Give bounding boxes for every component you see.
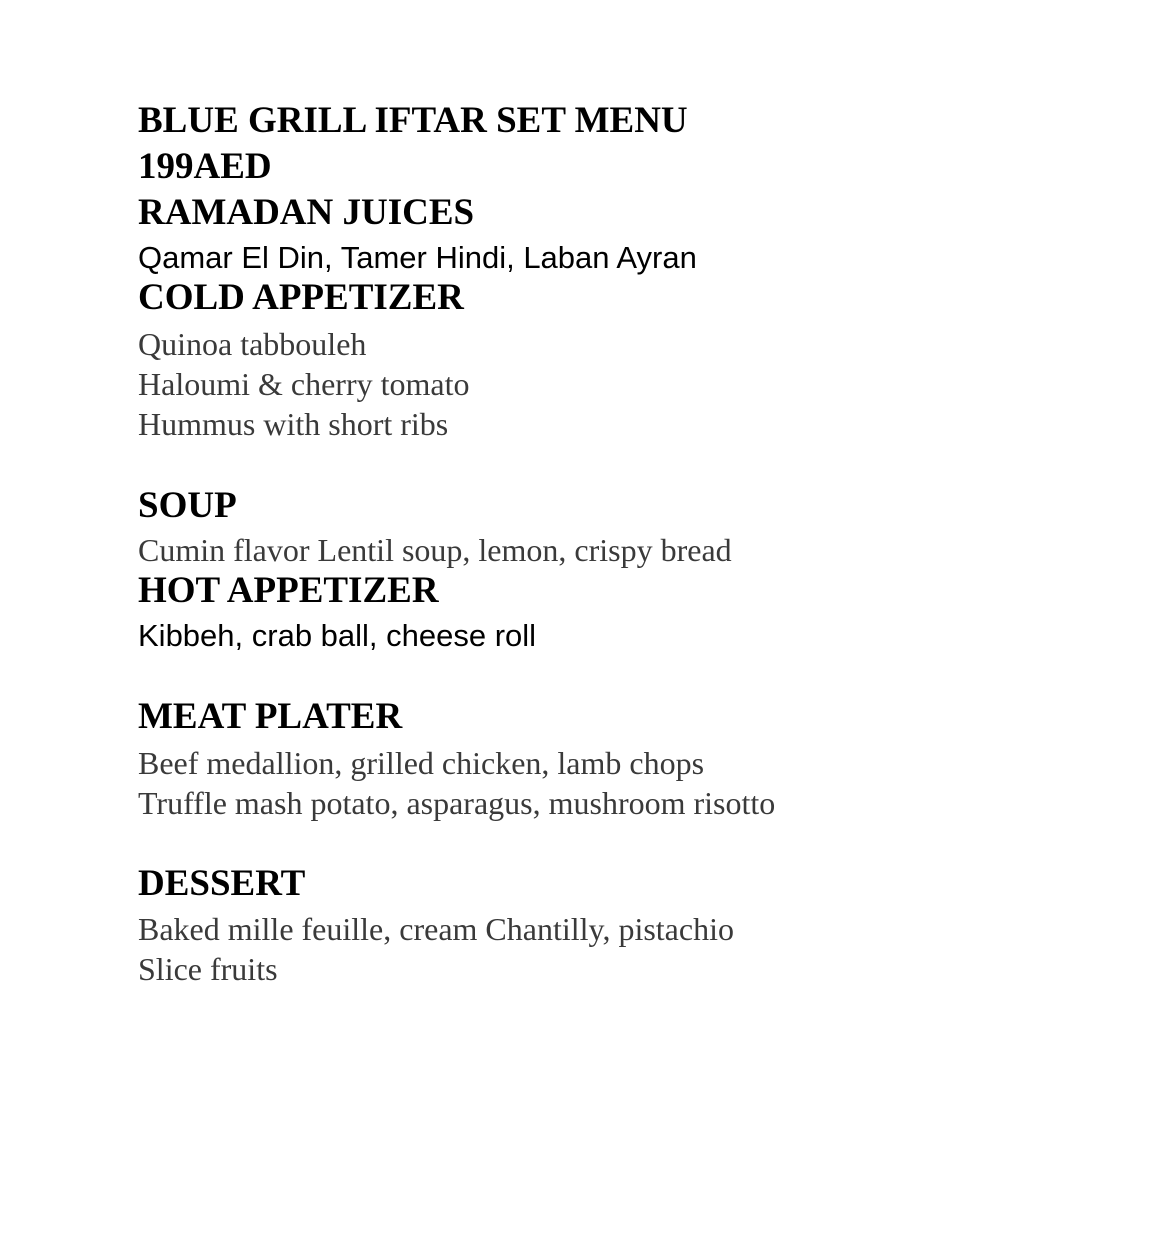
menu-item: Beef medallion, grilled chicken, lamb chops	[138, 745, 705, 781]
section-heading-juices: RAMADAN JUICES	[138, 192, 475, 233]
menu-item: Quinoa tabbouleh	[138, 326, 367, 362]
section-heading-soup: SOUP	[138, 485, 237, 526]
menu-item: Kibbeh, crab ball, cheese roll	[138, 618, 537, 653]
menu-item: Haloumi & cherry tomato	[138, 366, 470, 402]
section-heading-hot-appetizer: HOT APPETIZER	[138, 570, 439, 611]
menu-item: Slice fruits	[138, 951, 278, 987]
menu-item: Cumin flavor Lentil soup, lemon, crispy bread	[138, 532, 732, 568]
menu-item: Baked mille feuille, cream Chantilly, pistachio	[138, 911, 734, 947]
section-heading-dessert: DESSERT	[138, 863, 306, 904]
menu-item: Hummus with short ribs	[138, 406, 449, 442]
menu-item: Truffle mash potato, asparagus, mushroom risotto	[138, 785, 776, 821]
section-heading-cold-appetizer: COLD APPETIZER	[138, 277, 464, 318]
menu-price: 199AED	[138, 146, 272, 187]
section-heading-meat-plater: MEAT PLATER	[138, 696, 403, 737]
menu-item: Qamar El Din, Tamer Hindi, Laban Ayran	[138, 240, 697, 275]
menu-title: BLUE GRILL IFTAR SET MENU	[138, 100, 688, 141]
